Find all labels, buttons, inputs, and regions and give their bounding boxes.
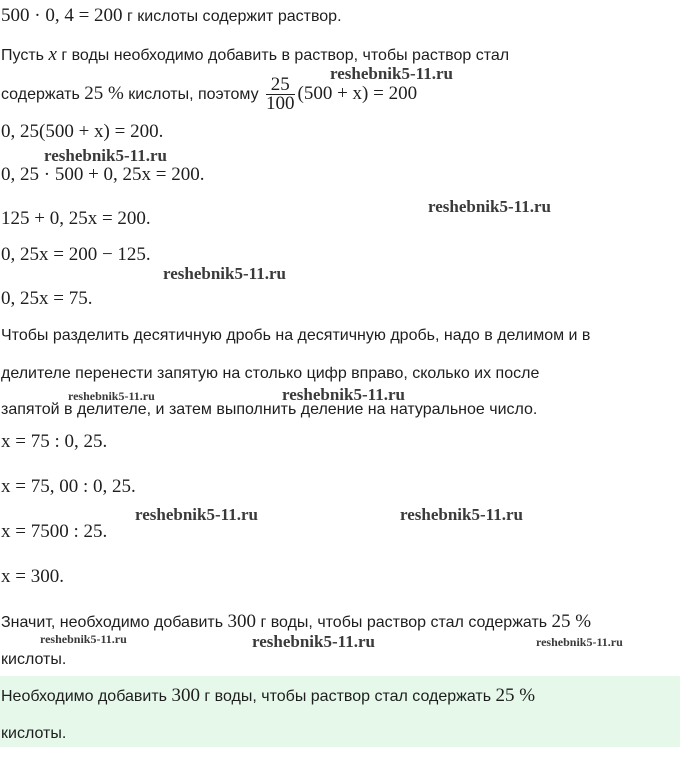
fraction-denominator: 100 <box>266 93 295 115</box>
answer-line-2: кислоты. <box>1 725 67 742</box>
rule-line-1: Чтобы разделить десятичную дробь на десятичную дробь, надо в делимом и в <box>1 327 591 344</box>
math-percent: 25 % <box>551 611 592 632</box>
text: кислоты, поэтому <box>123 86 264 103</box>
math-percent: 25 % <box>84 83 124 104</box>
conclusion-line-2: кислоты. <box>1 651 67 668</box>
text: содержать <box>1 86 85 103</box>
division-step-4: x = 300. <box>1 566 64 587</box>
fraction <box>266 76 295 113</box>
watermark: reshebnik5-11.ru <box>68 389 155 403</box>
watermark: reshebnik5-11.ru <box>536 635 623 649</box>
watermark: reshebnik5-11.ru <box>44 146 167 165</box>
watermark: reshebnik5-11.ru <box>135 505 258 524</box>
rule-line-2: делителе перенести запятую на столько цифр вправо, сколько их после <box>1 365 540 382</box>
watermark: reshebnik5-11.ru <box>163 264 286 283</box>
division-step-3: x = 7500 : 25. <box>1 521 108 542</box>
math-expression: (500 + x) = 200 <box>297 83 418 104</box>
rule-line-3: запятой в делителе, и затем выполнить деление на натуральное число. <box>1 401 538 418</box>
line-given <box>1 6 342 27</box>
math-variable: x <box>48 44 57 65</box>
watermark: reshebnik5-11.ru <box>330 64 453 83</box>
fraction-numerator: 25 <box>266 76 295 95</box>
line-let-x <box>1 45 509 66</box>
watermark: reshebnik5-11.ru <box>252 632 375 651</box>
division-step-2: x = 75, 00 : 0, 25. <box>1 476 136 497</box>
text: г воды, чтобы раствор стал содержать <box>199 688 496 705</box>
answer-line-1 <box>1 686 535 707</box>
watermark: reshebnik5-11.ru <box>282 385 405 404</box>
equation-step-3: 125 + 0, 25x = 200. <box>1 208 151 229</box>
equation-step-1: 0, 25(500 + x) = 200. <box>1 121 164 142</box>
watermark: reshebnik5-11.ru <box>40 632 127 646</box>
watermark: reshebnik5-11.ru <box>428 197 551 216</box>
text: Пусть <box>1 47 49 64</box>
math-number: 300 <box>171 685 200 706</box>
conclusion-line-1 <box>1 612 591 633</box>
math-percent: 25 % <box>495 685 536 706</box>
text: Значит, необходимо добавить <box>1 614 228 631</box>
equation-step-4: 0, 25x = 200 − 125. <box>1 244 151 265</box>
equation-step-2: 0, 25 · 500 + 0, 25x = 200. <box>1 164 205 185</box>
equation-step-5: 0, 25x = 75. <box>1 288 93 309</box>
division-step-1: x = 75 : 0, 25. <box>1 431 108 452</box>
watermark: reshebnik5-11.ru <box>400 505 523 524</box>
answer-box <box>0 676 680 747</box>
text: г воды, чтобы раствор стал содержать <box>256 614 552 631</box>
math-number: 300 <box>227 611 256 632</box>
text: Необходимо добавить <box>1 688 172 705</box>
math-expression: 500 · 0, 4 = 200 <box>1 5 123 26</box>
text: г воды необходимо добавить в раствор, чтобы раствор стал <box>56 47 510 64</box>
text: г кислоты содержит раствор. <box>122 8 342 25</box>
